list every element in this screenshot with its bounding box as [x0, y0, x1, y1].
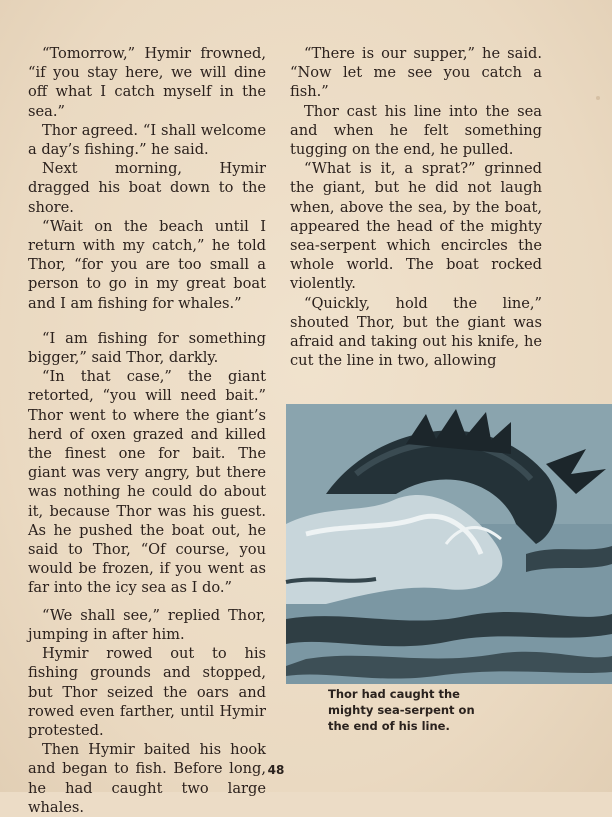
- paragraph: Then Hymir baited his hook and began to fish. Before long, he had caught two large whales.: [28, 741, 266, 816]
- caption-line: mighty sea-serpent on: [328, 703, 475, 717]
- page-number: 48: [267, 763, 285, 777]
- paragraph: “Quickly, hold the line,” shouted Thor, but the giant was afraid and taking out his knife, he cut the line in two, allowing: [290, 294, 542, 370]
- paragraph: “We shall see,” replied Thor, jumping in after him.: [28, 606, 266, 643]
- paragraph: Thor cast his line into the sea and when he felt something tugging on the end, he pulled.: [290, 102, 542, 159]
- paragraph: “There is our supper,” he said. “Now let me see you catch a fish.”: [290, 45, 542, 101]
- paragraph: Hymir rowed out to his fishing grounds and stopped, but Thor seized the oars and rowed even farther, until Hymir protested.: [28, 645, 266, 739]
- caption-line: the end of his line.: [328, 719, 450, 733]
- paragraph: “Wait on the beach until I return with my catch,” he told Thor, “for you are too small a person to go in my great boat and I am fishing for whales.”: [28, 217, 266, 312]
- paragraph: “I am fishing for something bigger,” said Thor, darkly.: [28, 329, 266, 367]
- caption-line: Thor had caught the: [328, 687, 460, 701]
- paragraph: Next morning, Hymir dragged his boat down to the shore.: [28, 160, 266, 216]
- paragraph: Thor agreed. “I shall welcome a day’s fishing.” he said.: [28, 121, 266, 159]
- sea-serpent-picture: [286, 404, 612, 684]
- paragraph: “What is it, a sprat?” grinned the giant, but he did not laugh when, above the sea, by the boat, appeared the head of the mighty sea-serpent which encircles the whole world. The boat rocked violently.: [290, 160, 542, 293]
- left-text-column: [28, 44, 266, 817]
- paragraph: “In that case,” the giant retorted, “you will need bait.” Thor went to where the giant’s herd of oxen grazed and killed the finest one for bait. The giant was very angry, but there was nothing he could do about it, because Thor was his guest. As he pushed the boat out, he said to Thor, “Of course, you would be frozen, if you went as far into the icy sea as I do.”: [28, 368, 266, 597]
- sea-serpent-illustration: [286, 404, 612, 684]
- right-text-column: [290, 44, 542, 370]
- illustration-caption: [328, 686, 538, 734]
- paper-stain: [596, 96, 600, 100]
- paragraph: “Tomorrow,” Hymir frowned, “if you stay here, we will dine off what I catch myself in the sea.”: [28, 45, 266, 120]
